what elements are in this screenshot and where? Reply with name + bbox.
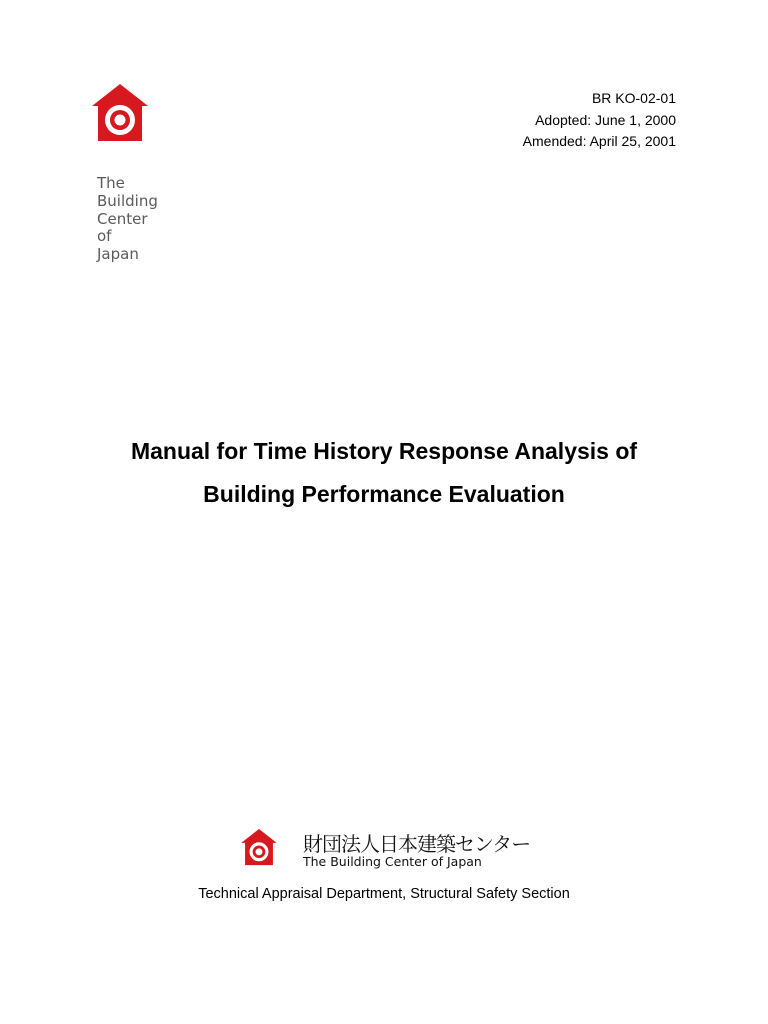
org-name-line: The bbox=[97, 174, 125, 192]
amended-date: Amended: April 25, 2001 bbox=[522, 133, 676, 149]
department-name: Technical Appraisal Department, Structural Safety Section bbox=[198, 886, 570, 902]
title-line-2: Building Performance Evaluation bbox=[203, 481, 565, 507]
adopted-date: Adopted: June 1, 2000 bbox=[535, 111, 676, 128]
title-line-1: Manual for Time History Response Analysis of bbox=[130, 438, 638, 464]
org-name-line: of bbox=[97, 227, 112, 246]
org-name-line: Building bbox=[97, 191, 158, 210]
footer-logo bbox=[240, 828, 540, 874]
org-name-english: The Building Center of Japan bbox=[303, 854, 482, 869]
org-name-line: Japan bbox=[97, 245, 139, 264]
house-circle-logo-icon bbox=[90, 84, 150, 144]
document-title bbox=[0, 430, 768, 516]
document-code: BR KO-02-01 bbox=[591, 90, 676, 106]
building-center-logo bbox=[90, 84, 160, 144]
document-info bbox=[523, 88, 676, 153]
org-name-japanese: 財団法人日本建築センター bbox=[303, 832, 531, 856]
org-name-line: Center bbox=[97, 209, 148, 228]
house-circle-logo-icon bbox=[240, 828, 278, 868]
org-name-stacked bbox=[97, 175, 158, 264]
